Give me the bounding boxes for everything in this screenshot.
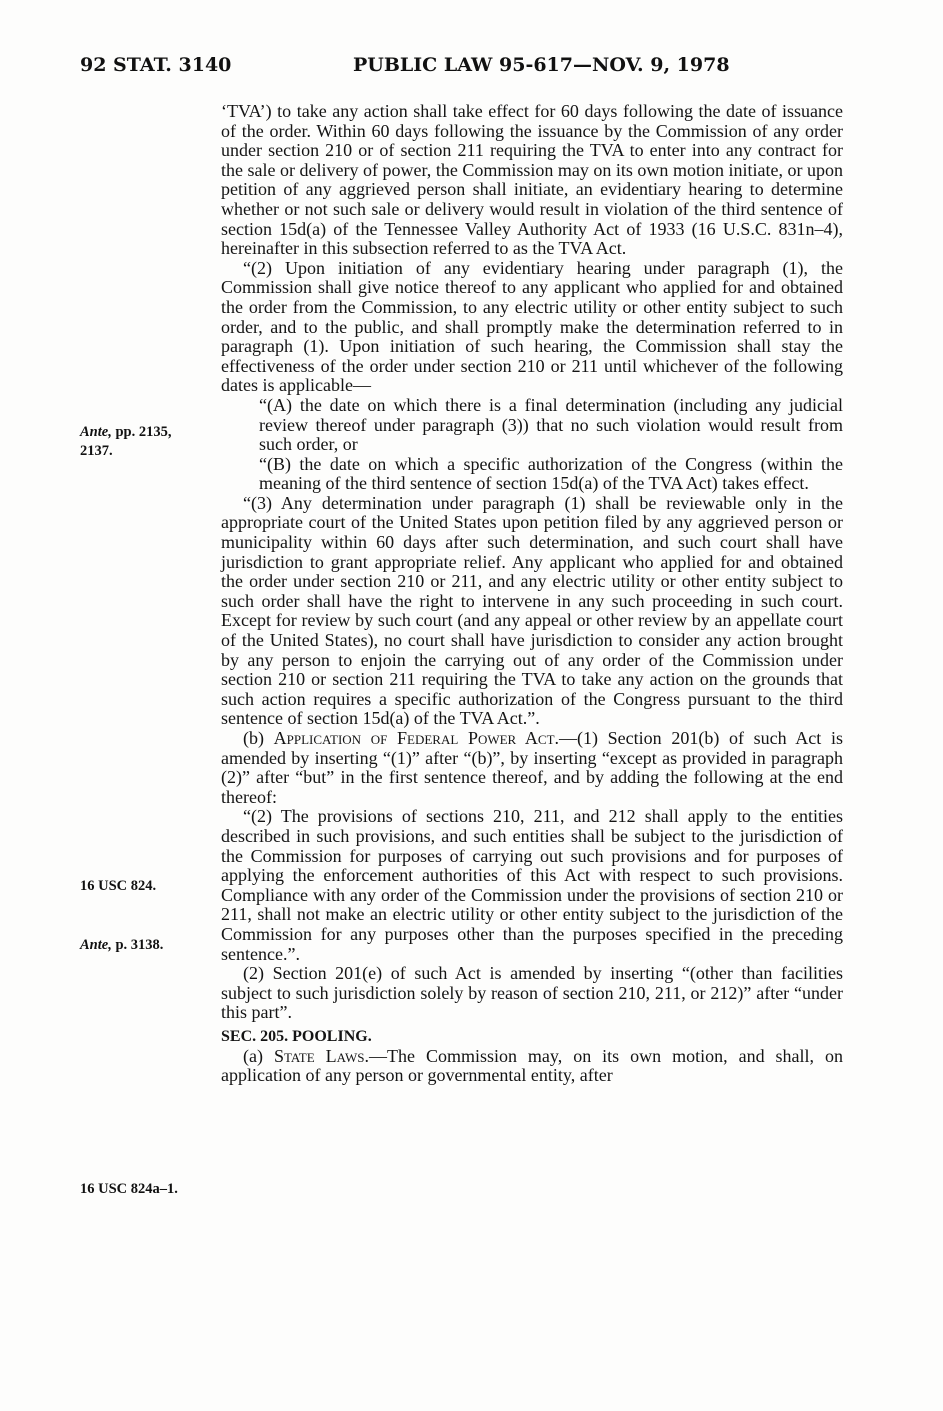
subsection-heading: Application of Federal Power Act [273, 728, 555, 748]
page-reference: 92 STAT. 3140 [80, 54, 232, 76]
paragraph-lead: (b) [243, 728, 274, 748]
paragraph-3: “(3) Any determination under paragraph (1) shall be reviewable only in the appropriate court of the United States upon petition filed by any aggrieved person or municipality within 60 days after such determination, and such court shall have jurisdiction to grant appropriate relief. Any applicant who applied for and obtained the order under section 210 or 211, and any electric utility or other entity subject to such order shall have the right to intervene in any such proceeding in such court. Except for review by such court (and any appeal or other review by an appellate court of the United States), no court shall have jurisdiction to consider any action brought by any person to enjoin the carrying out of any order of the Commission under section 210 or section 211 requiring the TVA to take any action on the grounds that such action requires a specific authorization of the Congress pursuant to the third sentence of section 15d(a) of the TVA Act.”. [221, 492, 843, 729]
margin-note-16usc824a: 16 USC 824a–1. [80, 1181, 178, 1197]
page-title: PUBLIC LAW 95-617—NOV. 9, 1978 [353, 54, 730, 76]
margin-note-italic: Ante, [80, 424, 112, 440]
margin-note-text: p. 3138. [111, 937, 164, 953]
section-heading: SEC. 205. POOLING. [221, 1027, 372, 1045]
paragraph-7 [221, 1047, 843, 1086]
margin-note-text: pp. 2135, [111, 424, 172, 440]
margin-note-ante-2135 [80, 423, 220, 461]
paragraph-4 [221, 729, 843, 807]
body-text [221, 102, 843, 1086]
paragraph-2: “(2) Upon initiation of any evidentiary hearing under paragraph (1), the Commission shall give notice thereof to any applicant who applied for and obtained the order from the Commission, to any electric utility or other entity subject to such order, and to the public, and shall promptly make the determination referred to in paragraph (1). Upon initiation of such hearing, the Commission shall stay the effectiveness of the order under section 210 or 211 until whichever of the following dates is applicable— [221, 257, 843, 396]
paragraph-lead: (a) [243, 1045, 274, 1066]
paragraph-2b: “(B) the date on which a specific authorization of the Congress (within the meaning of the third sentence of section 15d(a) of the TVA Act) takes effect. [259, 453, 843, 494]
margin-note-16usc824: 16 USC 824. [80, 878, 157, 894]
margin-note-ante-3138 [80, 936, 220, 955]
paragraph-2a: “(A) the date on which there is a final determination (including any judicial review thereof under paragraph (3)) that no such violation would result from such order, or [259, 394, 843, 455]
margin-note-text: 2137. [80, 443, 113, 459]
margin-note-italic: Ante, [80, 937, 112, 953]
subsection-heading: State Laws [273, 1045, 365, 1066]
paragraph-6: (2) Section 201(e) of such Act is amended by inserting “(other than facilities subject to such jurisdiction solely by reason of section 210, 211, or 212)” after “under this part”. [221, 963, 843, 1023]
paragraph-1: ‘TVA’) to take any action shall take effect for 60 days following the date of issuance of the order. Within 60 days following the issuance by the Commission of any order under section 210 or of section 211 requiring the TVA to enter into any contract for the sale or delivery of power, the Commission may on its own motion initiate, or upon petition of any aggrieved person shall initiate, an evidentiary hearing to determine whether or not such sale or delivery would result in violation of the third sentence of section 15d(a) of the Tennessee Valley Authority Act of 1933 (16 U.S.C. 831n–4), hereinafter in this subsection referred to as the TVA Act. [221, 101, 843, 259]
paragraph-text: .—The Commission may, on its own motion, and shall, on application of any person or governmental entity, after [221, 1045, 843, 1086]
paragraph-text: .—(1) Section 201(b) of such Act is amended by inserting “(1)” after “(b)”, by inserting “except as provided in paragraph (2)” after “but” in the first sentence thereof, and by adding the following at the end thereof: [221, 728, 843, 807]
paragraph-5: “(2) The provisions of sections 210, 211, and 212 shall apply to the entities described in such provisions, and such entities shall be subject to the jurisdiction of the Commission for purposes of carrying out such provisions and for purposes of applying the enforcement authorities of this Act with respect to such provisions. Compliance with any order of the Commission under the provisions of section 210 or 211, shall not make an electric utility or other entity subject to the jurisdiction of the Commission for any purposes other than the purposes specified in the preceding sentence.”. [221, 806, 843, 964]
